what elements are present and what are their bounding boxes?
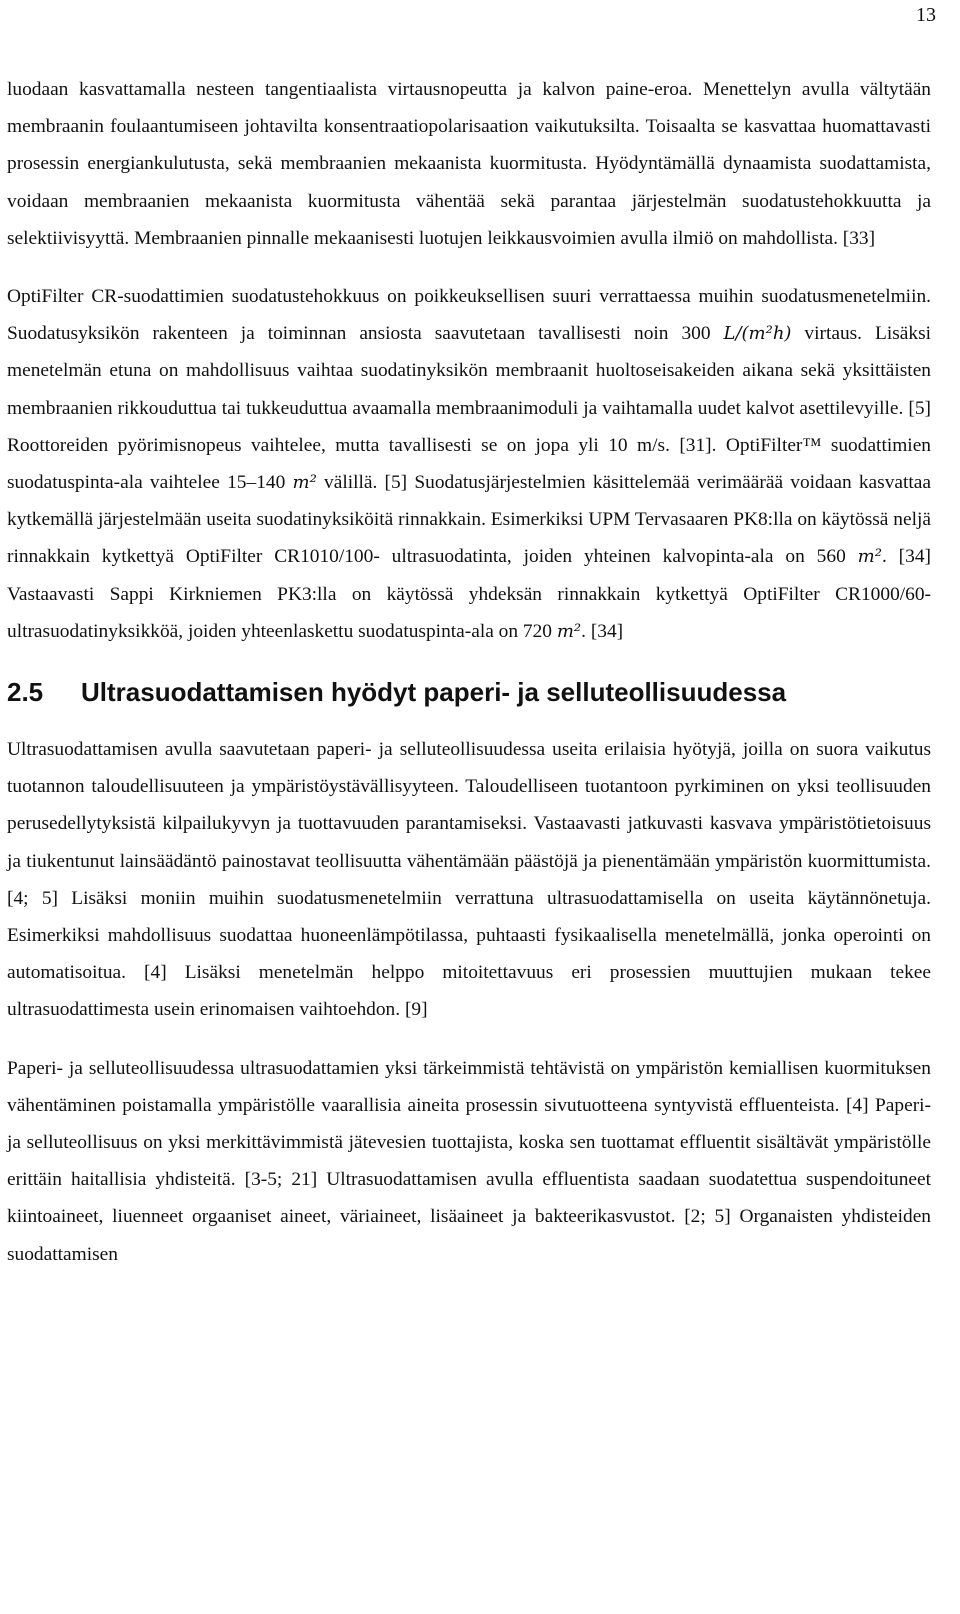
flux-unit-formula: L/(m²h) [723,323,792,345]
page-number: 13 [916,4,936,26]
section-number: 2.5 [7,677,44,708]
section-title: Ultrasuodattamisen hyödyt paperi- ja selluteollisuudessa [81,677,787,708]
paragraph-text: virtaus. Lisäksi menetelmän etuna on mahdollisuus vaihtaa suodatinyksikön membraanit huoltoseisakeiden aikana sekä yksittäisten membraanien rikkouduttua tai tukkeuduttua avaamalla membraanimoduli ja vaihtamalla uudet kalvot asettilevyille. [5] Roottoreiden pyörimisnopeus vaihtelee, mutta tavallisesti se on jopa yli 10 m/s. [31]. OptiFilter™ suodattimien suodatuspinta-ala vaihtelee 15–140 [7,323,931,494]
paragraph-effluents: Paperi- ja selluteollisuudessa ultrasuodattamien yksi tärkeimmistä tehtävistä on ympäristön kemiallisen kuormituksen vähentäminen poistamalla ympäristölle vaarallisia aineita prosessin sivutuotteena syntyvistä effluenteista. [4] Paperi- ja selluteollisuus on yksi merkittävimmistä jätevesien tuottajista, koska sen tuottamat effluentit sisältävät ympäristölle erittäin haitallisia yhdisteitä. [3-5; 21] Ultrasuodattamisen avulla effluentista saadaan suodatettua suspendoituneet kiintoaineet, liuenneet orgaaniset aineet, väriaineet, lisäaineet ja bakteerikasvustot. [2; 5] Organaisten yhdisteiden suodattamisen [7,1057,931,1265]
paragraph-gap [7,257,931,278]
area-unit-formula: m² [857,546,882,568]
paragraph-dynamic-filtration: luodaan kasvattamalla nesteen tangentiaalista virtausnopeutta ja kalvon paine-eroa. Menettelyn avulla vältytään membraanin foulaantumiseen johtavilta konsentraatiopolarisaation vaikutuksilta. Toisaalta se kasvattaa huomattavasti prosessin energiankulutusta, sekä membraanien mekaanista kuormitusta. Hyödyntämällä dynaamista suodattamista, voidaan membraanien mekaanista kuormitusta vähentää sekä parantaa järjestelmän suodatustehokkuutta ja selektiivisyyttä. Membraanien pinnalle mekaanisesti luotujen leikkausvoimien avulla ilmiö on mahdollista. [33] [7,79,931,249]
paragraph-benefits: Ultrasuodattamisen avulla saavutetaan paperi- ja selluteollisuudessa useita erilaisia hyötyjä, joilla on suora vaikutus tuotannon taloudellisuuteen ja ympäristöystävällisyyteen. Taloudelliseen tuotantoon pyrkiminen on yksi teollisuuden perusedellytyksistä kilpailukyvyn ja tuottavuuden parantamiseksi. Vastaavasti jatkuvasti kasvava ympäristötietoisuus ja tiukentunut lainsäädäntö painostavat teollisuutta vähentämään päästöjä ja pienentämään ympäristön kuormittumista. [4; 5] Lisäksi moniin muihin suodatusmenetelmiin verrattuna ultrasuodattamisella on useita käytännönetuja. Esimerkiksi mahdollisuus suodattaa huoneenlämpötilassa, puhtaasti fysikaalisella menetelmällä, jonka operointi on automatisoitua. [4] Lisäksi menetelmän helppo mitoitettavuus eri prosessien muuttujien mukaan tekee ultrasuodattimesta usein erinomaisen vaihtoehdon. [9] [7,739,931,1021]
area-unit-formula: m² [292,472,317,494]
page-content [7,71,931,1273]
paragraph-gap [7,1029,931,1050]
paragraph-text: . [34] Vastaavasti Sappi Kirkniemen PK3:lla on käytössä yhdeksän rinnakkain kytkettyä OptiFilter CR1000/60- ultrasuodatinyksikköä, joiden yhteenlaskettu suodatuspinta-ala on 720 [7,546,931,642]
paragraph-optifilter [7,278,931,650]
paragraph-text: . [34] [581,620,624,642]
area-unit-formula: m² [556,620,582,642]
paragraph-text: OptiFilter CR-suodattimien suodatustehokkuus on poikkeuksellisen suuri verrattaessa muihin suodatusmenetelmiin. Suodatusyksikön rakenteen ja toiminnan ansiosta saavutetaan tavallisesti noin 300 [7,286,931,345]
paragraph-text: välillä. [5] Suodatusjärjestelmien käsittelemää verimäärää voidaan kasvattaa kytkemällä järjestelmään useita suodatinyksiköitä rinnakkain. Esimerkiksi UPM Tervasaaren PK8:lla on käytössä neljä rinnakkain kytkettyä OptiFilter CR1010/100- ultrasuodatinta, joiden yhteinen kalvopinta-ala on 560 [7,472,932,568]
section-heading [7,650,931,731]
